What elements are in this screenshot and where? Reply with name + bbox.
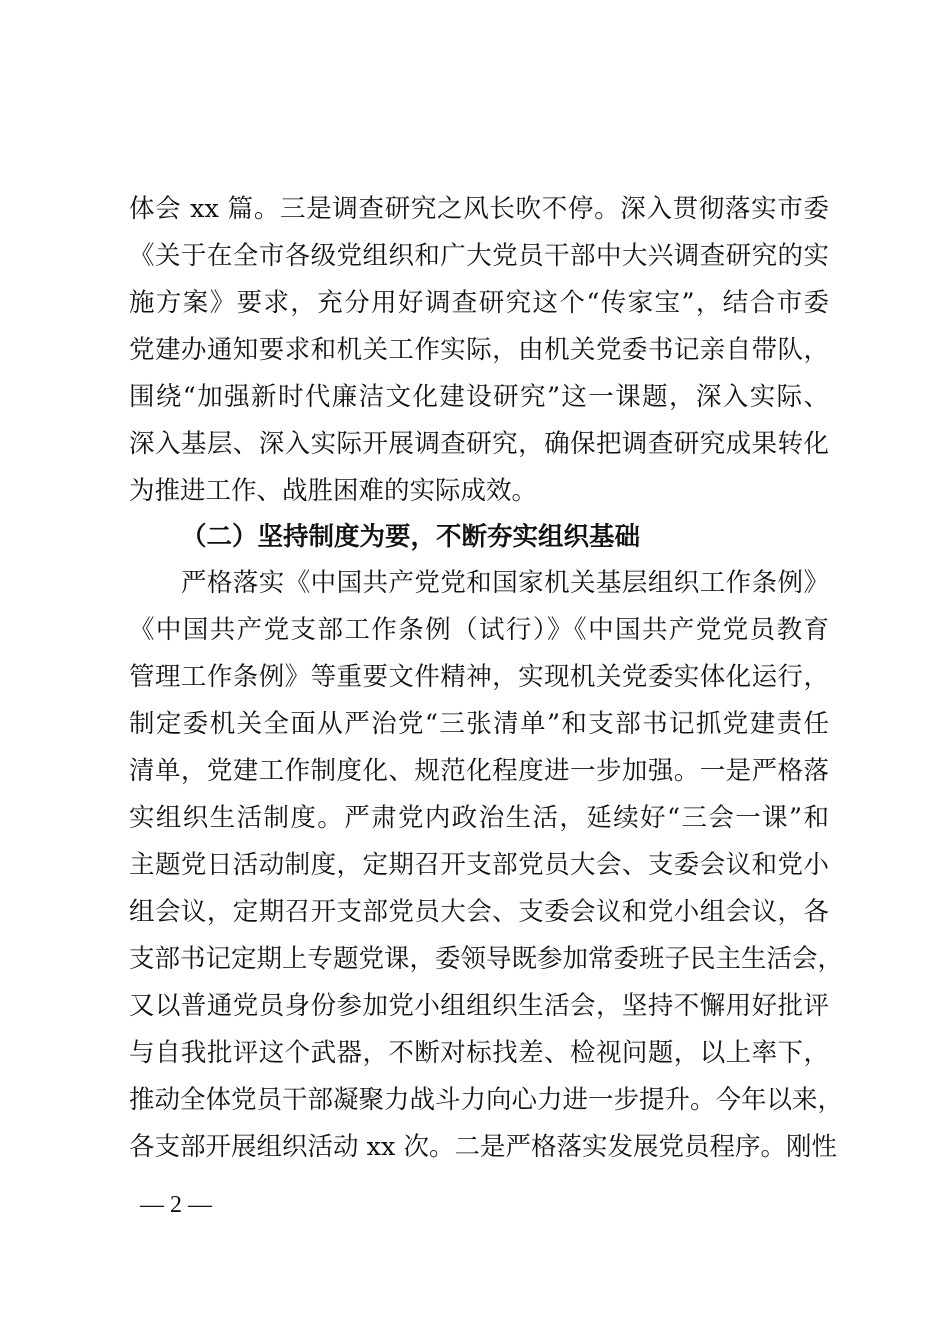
- body-line-13: 清单，党建工作制度化、规范化程度进一步加强。一是严格落: [129, 756, 829, 786]
- body-line-21: 各支部开展组织活动 xx 次。二是严格落实发展党员程序。刚性: [129, 1132, 837, 1162]
- section-heading: （二）坚持制度为要，不断夯实组织基础: [181, 522, 641, 552]
- body-line-18: 又以普通党员身份参加党小组组织生活会，坚持不懈用好批评: [129, 991, 829, 1021]
- body-line-19: 与自我批评这个武器，不断对标找差、检视问题，以上率下，: [129, 1038, 829, 1068]
- page-number: — 2 —: [140, 1192, 212, 1218]
- body-line-6: 深入基层、深入实际开展调查研究，确保把调查研究成果转化: [129, 429, 829, 459]
- body-line-17: 支部书记定期上专题党课，委领导既参加常委班子民主生活会，: [129, 944, 844, 974]
- body-line-11: 管理工作条例》等重要文件精神，实现机关党委实体化运行，: [129, 662, 829, 692]
- body-line-12: 制定委机关全面从严治党“三张清单”和支部书记抓党建责任: [129, 709, 829, 739]
- body-line-2: 《关于在全市各级党组织和广大党员干部中大兴调查研究的实: [129, 241, 829, 271]
- body-line-5: 围绕“加强新时代廉洁文化建设研究”这一课题，深入实际、: [129, 382, 829, 412]
- body-line-7: 为推进工作、战胜困难的实际成效。: [129, 476, 538, 506]
- body-line-3: 施方案》要求，充分用好调查研究这个“传家宝”，结合市委: [129, 288, 829, 318]
- body-line-14: 实组织生活制度。严肃党内政治生活，延续好“三会一课”和: [129, 803, 829, 833]
- body-line-16: 组会议，定期召开支部党员大会、支委会议和党小组会议，各: [129, 897, 829, 927]
- body-line-15: 主题党日活动制度，定期召开支部党员大会、支委会议和党小: [129, 850, 829, 880]
- body-line-20: 推动全体党员干部凝聚力战斗力向心力进一步提升。今年以来，: [129, 1085, 844, 1115]
- body-line-10: 《中国共产党支部工作条例（试行）》《中国共产党党员教育: [129, 615, 829, 645]
- body-line-9: 严格落实《中国共产党党和国家机关基层组织工作条例》: [181, 568, 829, 598]
- body-line-4: 党建办通知要求和机关工作实际，由机关党委书记亲自带队，: [129, 335, 829, 365]
- body-line-1: 体会 xx 篇。三是调查研究之风长吹不停。深入贯彻落实市委: [129, 194, 829, 224]
